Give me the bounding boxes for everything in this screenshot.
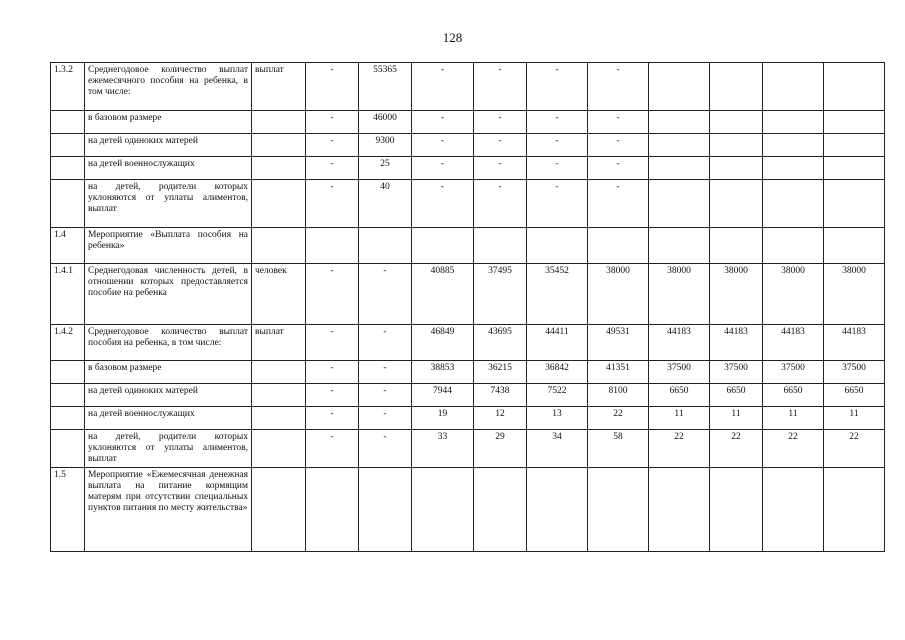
row-value-cell: - xyxy=(527,63,588,111)
row-value-cell: 7944 xyxy=(412,384,474,407)
row-value-cell: - xyxy=(306,430,359,468)
row-value-cell xyxy=(474,228,527,264)
row-value-cell: - xyxy=(306,384,359,407)
row-unit-cell xyxy=(252,407,306,430)
row-value-cell xyxy=(824,180,885,228)
row-value-cell xyxy=(527,228,588,264)
row-value-cell xyxy=(649,63,710,111)
row-code-cell xyxy=(51,430,85,468)
row-unit-cell: выплат xyxy=(252,63,306,111)
row-value-cell: 49531 xyxy=(588,325,649,361)
row-value-cell: 6650 xyxy=(763,384,824,407)
table-row xyxy=(51,63,885,111)
row-value-cell xyxy=(474,468,527,552)
row-value-cell xyxy=(763,63,824,111)
table-row xyxy=(51,325,885,361)
row-value-cell: - xyxy=(588,63,649,111)
row-value-cell xyxy=(649,468,710,552)
row-name-cell: Мероприятие «Ежемесячная денежная выплата на питание кормящим матерям при отсутствии специальных пунктов питания по месту жительства» xyxy=(85,468,252,552)
table-row xyxy=(51,134,885,157)
row-value-cell: 34 xyxy=(527,430,588,468)
row-unit-cell xyxy=(252,111,306,134)
row-value-cell: - xyxy=(359,407,412,430)
row-value-cell: 29 xyxy=(474,430,527,468)
row-unit-cell xyxy=(252,468,306,552)
row-value-cell: 11 xyxy=(649,407,710,430)
row-value-cell xyxy=(588,468,649,552)
row-value-cell: - xyxy=(527,111,588,134)
row-value-cell: - xyxy=(306,325,359,361)
row-code-cell: 1.4.1 xyxy=(51,264,85,325)
row-name-cell: Среднегодовое количество выплат пособия на ребенка, в том числе: xyxy=(85,325,252,361)
row-value-cell: 6650 xyxy=(649,384,710,407)
table-row xyxy=(51,111,885,134)
row-value-cell xyxy=(649,157,710,180)
row-value-cell xyxy=(710,111,763,134)
row-value-cell: 37500 xyxy=(710,361,763,384)
row-code-cell xyxy=(51,180,85,228)
row-value-cell: 35452 xyxy=(527,264,588,325)
table-row xyxy=(51,180,885,228)
row-value-cell xyxy=(824,228,885,264)
row-value-cell xyxy=(710,157,763,180)
row-value-cell: 41351 xyxy=(588,361,649,384)
row-value-cell: 8100 xyxy=(588,384,649,407)
row-unit-cell xyxy=(252,228,306,264)
row-value-cell: 11 xyxy=(763,407,824,430)
row-value-cell: 22 xyxy=(763,430,824,468)
row-value-cell: 38853 xyxy=(412,361,474,384)
row-value-cell: 6650 xyxy=(824,384,885,407)
row-value-cell: - xyxy=(306,361,359,384)
row-code-cell xyxy=(51,361,85,384)
row-value-cell: - xyxy=(588,180,649,228)
row-value-cell: - xyxy=(412,180,474,228)
row-value-cell: - xyxy=(306,264,359,325)
row-value-cell xyxy=(763,228,824,264)
row-value-cell xyxy=(649,228,710,264)
table-row xyxy=(51,264,885,325)
row-unit-cell xyxy=(252,157,306,180)
row-value-cell xyxy=(710,134,763,157)
row-value-cell: 58 xyxy=(588,430,649,468)
row-value-cell xyxy=(763,157,824,180)
row-value-cell: 22 xyxy=(588,407,649,430)
row-value-cell: 43695 xyxy=(474,325,527,361)
row-value-cell xyxy=(763,134,824,157)
row-value-cell: 40885 xyxy=(412,264,474,325)
row-value-cell xyxy=(763,111,824,134)
row-value-cell: 13 xyxy=(527,407,588,430)
row-value-cell xyxy=(306,468,359,552)
row-value-cell: 38000 xyxy=(763,264,824,325)
row-value-cell: 36842 xyxy=(527,361,588,384)
row-value-cell: - xyxy=(474,111,527,134)
row-value-cell: 19 xyxy=(412,407,474,430)
row-name-cell: на детей одиноких матерей xyxy=(85,134,252,157)
row-value-cell: 44183 xyxy=(763,325,824,361)
table-row xyxy=(51,228,885,264)
row-value-cell: - xyxy=(412,134,474,157)
table-row xyxy=(51,384,885,407)
row-value-cell xyxy=(710,180,763,228)
row-value-cell: 46849 xyxy=(412,325,474,361)
row-value-cell: 11 xyxy=(710,407,763,430)
row-value-cell xyxy=(649,111,710,134)
table-body xyxy=(51,63,885,552)
row-value-cell: - xyxy=(359,430,412,468)
row-value-cell: 38000 xyxy=(649,264,710,325)
row-value-cell: - xyxy=(306,407,359,430)
row-value-cell xyxy=(710,228,763,264)
row-unit-cell xyxy=(252,134,306,157)
row-value-cell: 44183 xyxy=(824,325,885,361)
row-value-cell: - xyxy=(359,361,412,384)
row-code-cell: 1.5 xyxy=(51,468,85,552)
row-value-cell: 40 xyxy=(359,180,412,228)
row-value-cell: 9300 xyxy=(359,134,412,157)
page-number: 128 xyxy=(442,30,463,45)
row-value-cell: - xyxy=(474,180,527,228)
table-row xyxy=(51,157,885,180)
row-value-cell: 11 xyxy=(824,407,885,430)
row-value-cell xyxy=(527,468,588,552)
row-value-cell: - xyxy=(359,325,412,361)
table-row xyxy=(51,430,885,468)
row-name-cell: на детей военнослужащих xyxy=(85,407,252,430)
row-value-cell: 7438 xyxy=(474,384,527,407)
row-value-cell: 22 xyxy=(710,430,763,468)
row-code-cell xyxy=(51,384,85,407)
row-value-cell xyxy=(710,63,763,111)
row-value-cell: - xyxy=(474,134,527,157)
row-value-cell xyxy=(412,468,474,552)
row-value-cell: 37500 xyxy=(649,361,710,384)
row-value-cell xyxy=(824,468,885,552)
row-value-cell xyxy=(306,228,359,264)
row-value-cell: 36215 xyxy=(474,361,527,384)
row-value-cell: 25 xyxy=(359,157,412,180)
row-unit-cell xyxy=(252,361,306,384)
indicators-table xyxy=(50,62,885,552)
row-value-cell: - xyxy=(412,111,474,134)
row-value-cell xyxy=(824,111,885,134)
row-unit-cell: человек xyxy=(252,264,306,325)
row-name-cell: на детей военнослужащих xyxy=(85,157,252,180)
row-value-cell: - xyxy=(588,157,649,180)
row-code-cell: 1.3.2 xyxy=(51,63,85,111)
row-name-cell: на детей, родители которых уклоняются от уплаты алиментов, выплат xyxy=(85,180,252,228)
row-code-cell: 1.4.2 xyxy=(51,325,85,361)
row-name-cell: в базовом размере xyxy=(85,111,252,134)
row-value-cell: 7522 xyxy=(527,384,588,407)
row-value-cell: 37495 xyxy=(474,264,527,325)
row-value-cell: - xyxy=(588,111,649,134)
row-value-cell: 22 xyxy=(824,430,885,468)
row-value-cell: - xyxy=(306,63,359,111)
row-value-cell: - xyxy=(527,180,588,228)
row-value-cell: - xyxy=(359,384,412,407)
row-value-cell: 38000 xyxy=(710,264,763,325)
table-row xyxy=(51,468,885,552)
row-value-cell: - xyxy=(306,134,359,157)
row-value-cell: - xyxy=(474,63,527,111)
row-unit-cell xyxy=(252,384,306,407)
table-row xyxy=(51,407,885,430)
row-value-cell: 38000 xyxy=(588,264,649,325)
row-value-cell: 55365 xyxy=(359,63,412,111)
row-value-cell xyxy=(649,134,710,157)
row-value-cell xyxy=(824,157,885,180)
row-value-cell xyxy=(763,468,824,552)
row-unit-cell xyxy=(252,180,306,228)
row-unit-cell xyxy=(252,430,306,468)
row-value-cell: 44411 xyxy=(527,325,588,361)
row-value-cell: - xyxy=(306,180,359,228)
row-value-cell: 46000 xyxy=(359,111,412,134)
row-value-cell: 37500 xyxy=(763,361,824,384)
row-code-cell xyxy=(51,111,85,134)
row-value-cell: - xyxy=(306,111,359,134)
row-value-cell: - xyxy=(527,134,588,157)
row-value-cell xyxy=(649,180,710,228)
row-name-cell: на детей, родители которых уклоняются от уплаты алиментов, выплат xyxy=(85,430,252,468)
row-value-cell: - xyxy=(474,157,527,180)
row-value-cell: 37500 xyxy=(824,361,885,384)
row-value-cell xyxy=(588,228,649,264)
row-value-cell xyxy=(824,134,885,157)
row-value-cell xyxy=(824,63,885,111)
row-value-cell xyxy=(359,228,412,264)
table-row xyxy=(51,361,885,384)
row-value-cell: - xyxy=(527,157,588,180)
row-value-cell: - xyxy=(359,264,412,325)
row-unit-cell: выплат xyxy=(252,325,306,361)
row-value-cell: 44183 xyxy=(710,325,763,361)
row-value-cell xyxy=(710,468,763,552)
row-code-cell: 1.4 xyxy=(51,228,85,264)
row-value-cell xyxy=(359,468,412,552)
row-value-cell: - xyxy=(412,157,474,180)
row-value-cell: 33 xyxy=(412,430,474,468)
row-code-cell xyxy=(51,157,85,180)
row-value-cell xyxy=(763,180,824,228)
row-code-cell xyxy=(51,407,85,430)
row-value-cell: 22 xyxy=(649,430,710,468)
row-code-cell xyxy=(51,134,85,157)
row-value-cell: - xyxy=(412,63,474,111)
row-name-cell: Мероприятие «Выплата пособия на ребенка» xyxy=(85,228,252,264)
row-value-cell: 44183 xyxy=(649,325,710,361)
row-name-cell: на детей одиноких матерей xyxy=(85,384,252,407)
row-value-cell xyxy=(412,228,474,264)
row-value-cell: - xyxy=(306,157,359,180)
row-value-cell: 12 xyxy=(474,407,527,430)
row-value-cell: - xyxy=(588,134,649,157)
row-name-cell: Среднегодовое количество выплат ежемесячного пособия на ребенка, в том числе: xyxy=(85,63,252,111)
row-value-cell: 6650 xyxy=(710,384,763,407)
row-value-cell: 38000 xyxy=(824,264,885,325)
row-name-cell: в базовом размере xyxy=(85,361,252,384)
row-name-cell: Среднегодовая численность детей, в отношении которых предоставляется пособие на ребенка xyxy=(85,264,252,325)
